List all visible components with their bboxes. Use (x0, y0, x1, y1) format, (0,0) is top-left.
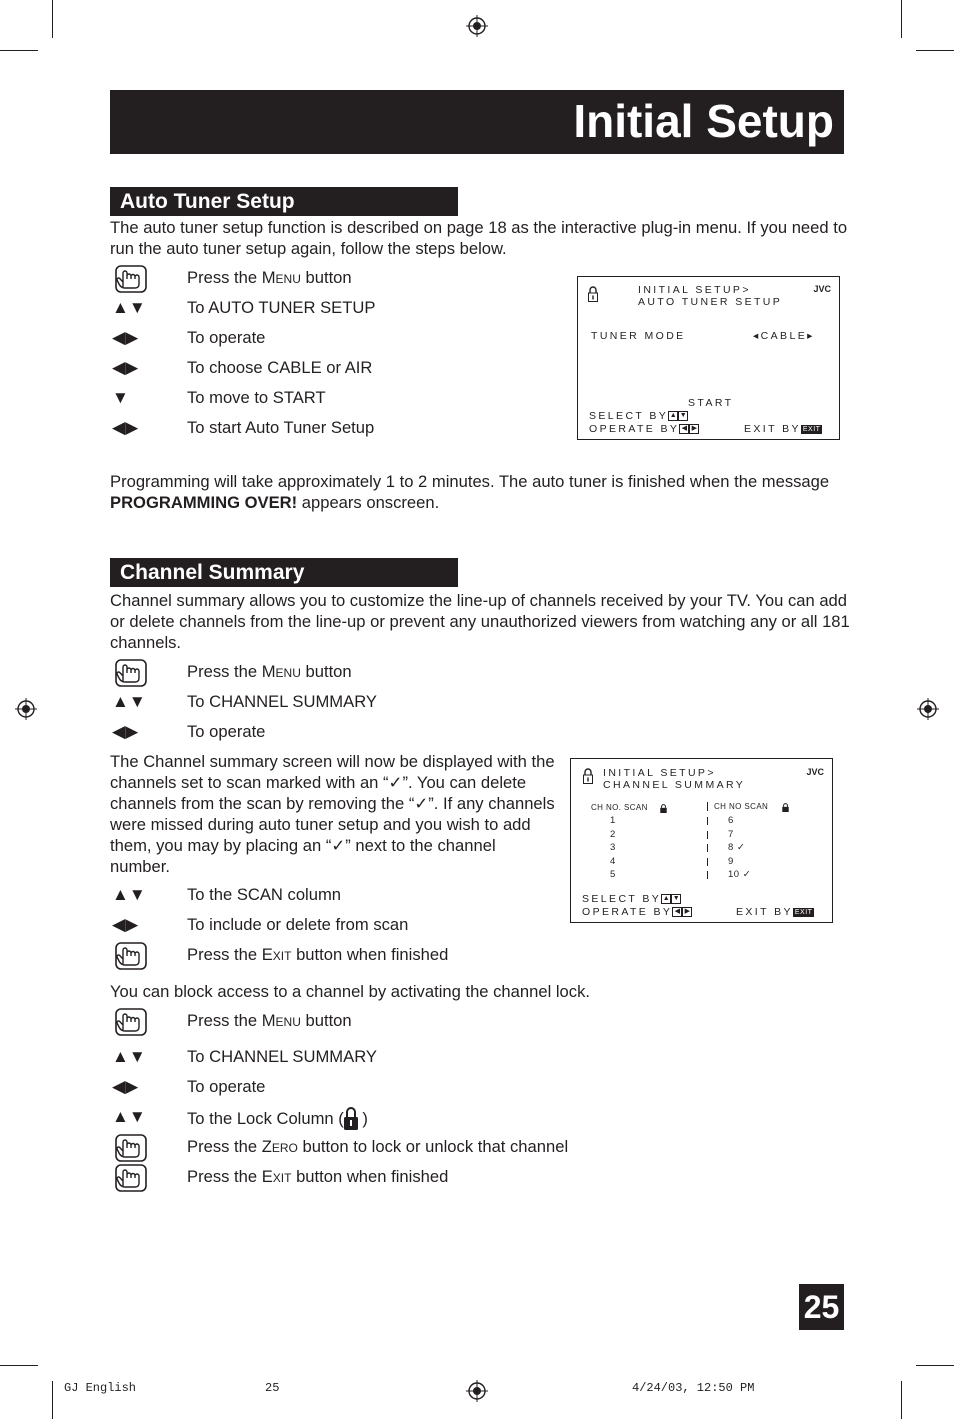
column-divider (707, 831, 708, 839)
remote-key-name: Menu (261, 1011, 301, 1030)
section-heading-auto-tuner: Auto Tuner Setup (110, 187, 458, 216)
column-divider (707, 844, 708, 852)
screen-title: AUTO TUNER SETUP (638, 296, 783, 308)
hand-icon (110, 944, 150, 970)
programming-note: Programming will take approximately 1 to 2 minutes. The auto tuner is finished when the message PROGRAMMING OVER! appears onscreen. (110, 472, 830, 512)
operate-hint: OPERATE BY (582, 906, 673, 918)
jvc-logo: JVC (806, 767, 824, 777)
exit-hint: EXIT BY (744, 423, 801, 435)
lock-icon (583, 768, 593, 784)
step-text: To operate (187, 722, 266, 741)
channel-number: 3 (610, 842, 616, 853)
hand-icon (113, 264, 147, 294)
tuner-mode-label: TUNER MODE (591, 330, 686, 342)
up-down-arrows: ▲▼ (112, 885, 146, 904)
step-text: Press the Exit button when finished (187, 1167, 449, 1186)
step-text: Press the Exit button when finished (187, 945, 449, 964)
step-text: To the SCAN column (187, 885, 342, 904)
up-down-arrows: ▲▼ (112, 1107, 146, 1126)
step-text: To CHANNEL SUMMARY (187, 1047, 377, 1066)
hand-icon (113, 658, 147, 688)
screen-title: CHANNEL SUMMARY (603, 779, 746, 791)
left-right-arrows: ◀▶ (112, 722, 139, 741)
exit-hint: EXIT BY (736, 906, 793, 918)
hand-icon (110, 1010, 150, 1036)
step-text: To operate (187, 328, 266, 347)
auto-tuner-intro: The auto tuner setup function is described on page 18 as the interactive plug-in menu. If you need to run the auto tuner setup again, follow the steps below. (110, 218, 848, 258)
crop-mark (52, 1381, 53, 1419)
section-heading-channel-summary: Channel Summary (110, 558, 458, 587)
hand-icon (110, 267, 150, 293)
hand-icon (113, 1163, 147, 1193)
left-right-key-icon: ◀ (672, 907, 682, 917)
step-text: To move to START (187, 388, 326, 407)
up-down-key-icon: ▼ (672, 895, 680, 903)
lock-icon (344, 1106, 358, 1130)
footer-page: 25 (265, 1381, 280, 1395)
step-text: Press the Menu button (187, 1011, 352, 1030)
up-down-arrows: ▲▼ (112, 692, 146, 711)
up-down-arrows: ▲▼ (112, 298, 146, 317)
left-right-arrows: ◀▶ (112, 418, 139, 437)
column-header-right: CH NO SCAN (714, 802, 769, 811)
left-right-arrows: ◀▶ (112, 328, 139, 347)
page-title: Initial Setup (573, 95, 834, 147)
crop-mark (0, 1365, 38, 1366)
channel-number: 9 (728, 855, 734, 867)
step-text: To choose CABLE or AIR (187, 358, 373, 377)
exit-key-label: EXIT (794, 908, 813, 916)
channel-number: 10 ✓ (728, 869, 752, 880)
up-down-key-icon: ▲ (669, 412, 677, 420)
remote-key-name: Menu (261, 662, 301, 681)
lock-column-icon (660, 804, 667, 813)
lock-icon (588, 286, 598, 302)
up-down-key-icon: ▼ (679, 412, 687, 420)
step-text: To AUTO TUNER SETUP (187, 298, 376, 317)
left-right-key-icon: ▶ (682, 907, 692, 917)
registration-mark-icon (917, 698, 939, 720)
step-text: To CHANNEL SUMMARY (187, 692, 377, 711)
column-header-left: CH NO. SCAN (591, 803, 648, 812)
crop-mark (901, 0, 902, 38)
hand-icon (113, 1133, 147, 1163)
step-text: To start Auto Tuner Setup (187, 418, 375, 437)
up-down-key-icon: ▲ (662, 895, 670, 903)
crop-mark (916, 50, 954, 51)
remote-key-name: Zero (261, 1137, 298, 1156)
step-text: To the Lock Column ( ) (187, 1106, 368, 1130)
tv-screen-auto-tuner (577, 276, 840, 440)
left-right-key-icon: ◀ (679, 424, 689, 434)
screen-breadcrumb: INITIAL SETUP> (603, 767, 716, 779)
registration-mark-icon (466, 15, 488, 37)
title-banner (110, 90, 844, 154)
hand-icon (113, 1007, 147, 1037)
hand-icon (110, 1136, 150, 1162)
column-divider (707, 802, 708, 811)
step-text: Press the Zero button to lock or unlock that channel (187, 1137, 569, 1156)
channel-number: 2 (610, 828, 616, 840)
operate-hint: OPERATE BY (589, 423, 680, 435)
registration-mark-icon (15, 698, 37, 720)
crop-mark (0, 50, 38, 51)
screen-breadcrumb: INITIAL SETUP> (638, 284, 751, 296)
footer-date: 4/24/03, 12:50 PM (632, 1381, 755, 1395)
tv-screen-channel-summary (570, 758, 833, 923)
channel-number: 1 (610, 815, 616, 826)
channel-number: 8 ✓ (728, 842, 746, 853)
column-divider (707, 871, 708, 879)
left-right-arrows: ◀▶ (112, 1077, 139, 1096)
select-hint: SELECT BY (589, 410, 669, 422)
remote-key-name: Menu (261, 268, 301, 287)
remote-key-name: Exit (261, 945, 292, 964)
hand-icon (113, 941, 147, 971)
lock-column-icon (782, 803, 789, 812)
crop-mark (52, 0, 53, 38)
select-hint: SELECT BY (582, 893, 662, 905)
hand-icon (110, 1166, 150, 1192)
up-down-arrows: ▲▼ (112, 1047, 146, 1066)
tuner-mode-value: ◂CABLE▸ (753, 330, 815, 342)
crop-mark (901, 1381, 902, 1419)
channel-number: 5 (610, 869, 616, 880)
crop-mark (916, 1365, 954, 1366)
remote-key-name: Exit (261, 1167, 292, 1186)
step-text: To include or delete from scan (187, 915, 409, 934)
step-text: To operate (187, 1077, 266, 1096)
channel-summary-intro: Channel summary allows you to customize the line-up of channels received by your TV. You can add or delete channels from the line-up or prevent any unauthorized viewers from watching any or all 181 channels. (110, 591, 850, 652)
start-option: START (688, 397, 734, 409)
column-divider (707, 858, 708, 866)
channel-number: 4 (610, 855, 616, 867)
page-number: 25 (799, 1284, 844, 1330)
channel-lock-intro: You can block access to a channel by activating the channel lock. (110, 982, 590, 1001)
left-right-arrows: ◀▶ (112, 358, 139, 377)
left-right-key-icon: ▶ (689, 424, 699, 434)
exit-key-label: EXIT (802, 425, 821, 433)
jvc-logo: JVC (813, 284, 831, 294)
hand-icon (110, 661, 150, 687)
left-right-arrows: ◀▶ (112, 915, 139, 934)
step-text: Press the Menu button (187, 268, 352, 287)
down-arrow: ▼ (112, 388, 129, 407)
column-divider (707, 817, 708, 825)
channel-number: 6 (728, 815, 734, 826)
channel-summary-description: The Channel summary screen will now be displayed with the channels set to scan marked with an “✓”. You can delete channels from the scan by removing the “✓”. If any channels were missed during auto tuner setup and you wish to add them, you may by placing an “✓” next to the channel number. (110, 752, 555, 876)
channel-number: 7 (728, 828, 734, 840)
registration-mark-icon (466, 1380, 488, 1402)
footer-left: GJ English (64, 1381, 137, 1395)
step-text: Press the Menu button (187, 662, 352, 681)
